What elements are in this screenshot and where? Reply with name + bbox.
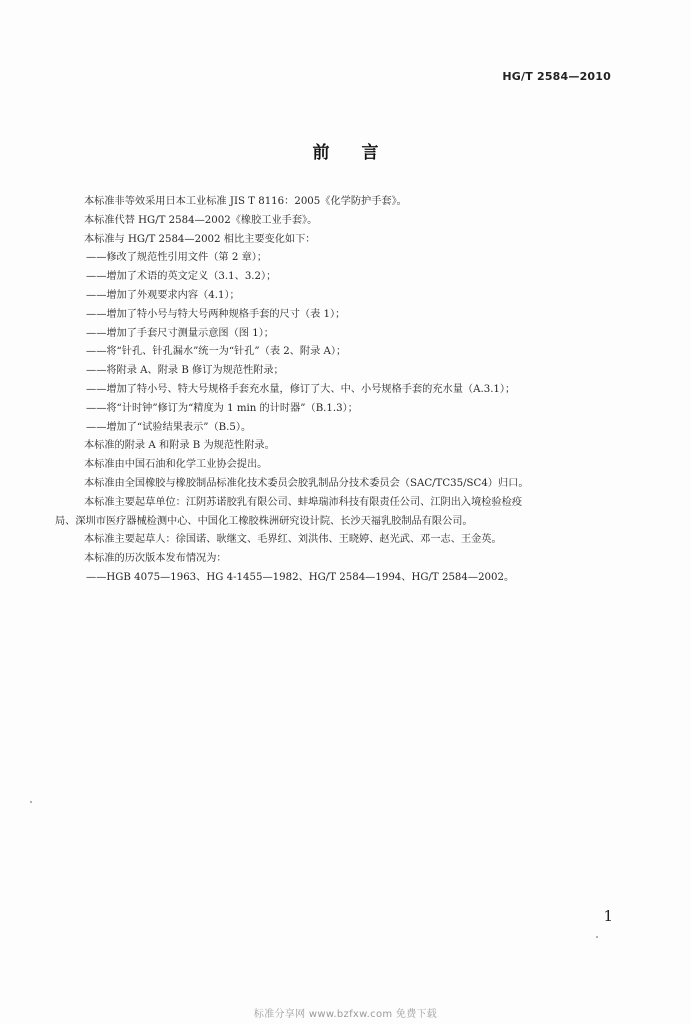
change-item: ——增加了手套尺寸测量示意图（图 1）；: [86, 327, 274, 339]
change-item: ——增加了外观要求内容（4.1）；: [86, 289, 240, 301]
foreword-body: [55, 193, 624, 588]
paragraph-adoption: 本标准非等效采用日本工业标准 JIS T 8116：2005《化学防护手套》。: [84, 196, 407, 207]
history-item: ——HGB 4075—1963、HG 4-1455—1982、HG/T 2584—1994、HG/T 2584—2002。: [86, 571, 515, 583]
paragraph-drafting-units: 本标准主要起草单位：江阴苏诺胶乳有限公司、蚌埠瑞沛科技有限责任公司、江阴出入境检验检疫: [84, 496, 523, 508]
paragraph-history-intro: 本标准的历次版本发布情况为：: [84, 553, 227, 565]
scan-speck: [30, 801, 32, 803]
change-item: ——将附录 A、附录 B 修订为规范性附录；: [86, 365, 284, 377]
change-item: ——将“计时钟”修订为“精度为 1 min 的计时器”（B.1.3）；: [86, 402, 358, 414]
paragraph-drafters: 本标准主要起草人：徐国诺、耿继文、毛界红、刘洪伟、王晓婷、赵光武、邓一志、王金英。: [84, 534, 502, 546]
paragraph-proposer: 本标准由中国石油和化学工业协会提出。: [84, 459, 268, 471]
paragraph-annex-status: 本标准的附录 A 和附录 B 为规范性附录。: [84, 440, 275, 452]
change-item: ——增加了“试验结果表示”（B.5）。: [86, 421, 252, 433]
change-item: ——将“针孔、针孔漏水”统一为“针孔”（表 2、附录 A）；: [86, 346, 347, 358]
page-number: 1: [603, 907, 613, 925]
page-title: 前言: [312, 143, 411, 163]
paragraph-drafting-units-cont: 局、深圳市医疗器械检测中心、中国化工橡胶株洲研究设计院、长沙天福乳胶制品有限公司。: [55, 515, 473, 527]
watermark-footer: 标准分享网 www.bzfxw.com 免费下载: [253, 1009, 438, 1020]
change-item: ——增加了术语的英文定义（3.1、3.2）；: [86, 271, 277, 283]
change-item: ——增加了特小号、特大号规格手套充水量，修订了大、中、小号规格手套的充水量（A.3.1）；: [86, 383, 516, 395]
change-item: ——增加了特小号与特大号两种规格手套的尺寸（表 1）；: [86, 308, 346, 320]
standard-code: HG/T 2584—2010: [502, 70, 611, 83]
paragraph-replaces: 本标准代替 HG/T 2584—2002《橡胶工业手套》。: [84, 214, 318, 226]
scan-speck: [596, 936, 598, 938]
paragraph-committee: 本标准由全国橡胶与橡胶制品标准化技术委员会胶乳制品分技术委员会（SAC/TC35/SC4）归口。: [84, 477, 529, 489]
paragraph-changes-intro: 本标准与 HG/T 2584—2002 相比主要变化如下：: [84, 233, 316, 245]
change-item: ——修改了规范性引用文件（第 2 章）；: [86, 252, 268, 264]
